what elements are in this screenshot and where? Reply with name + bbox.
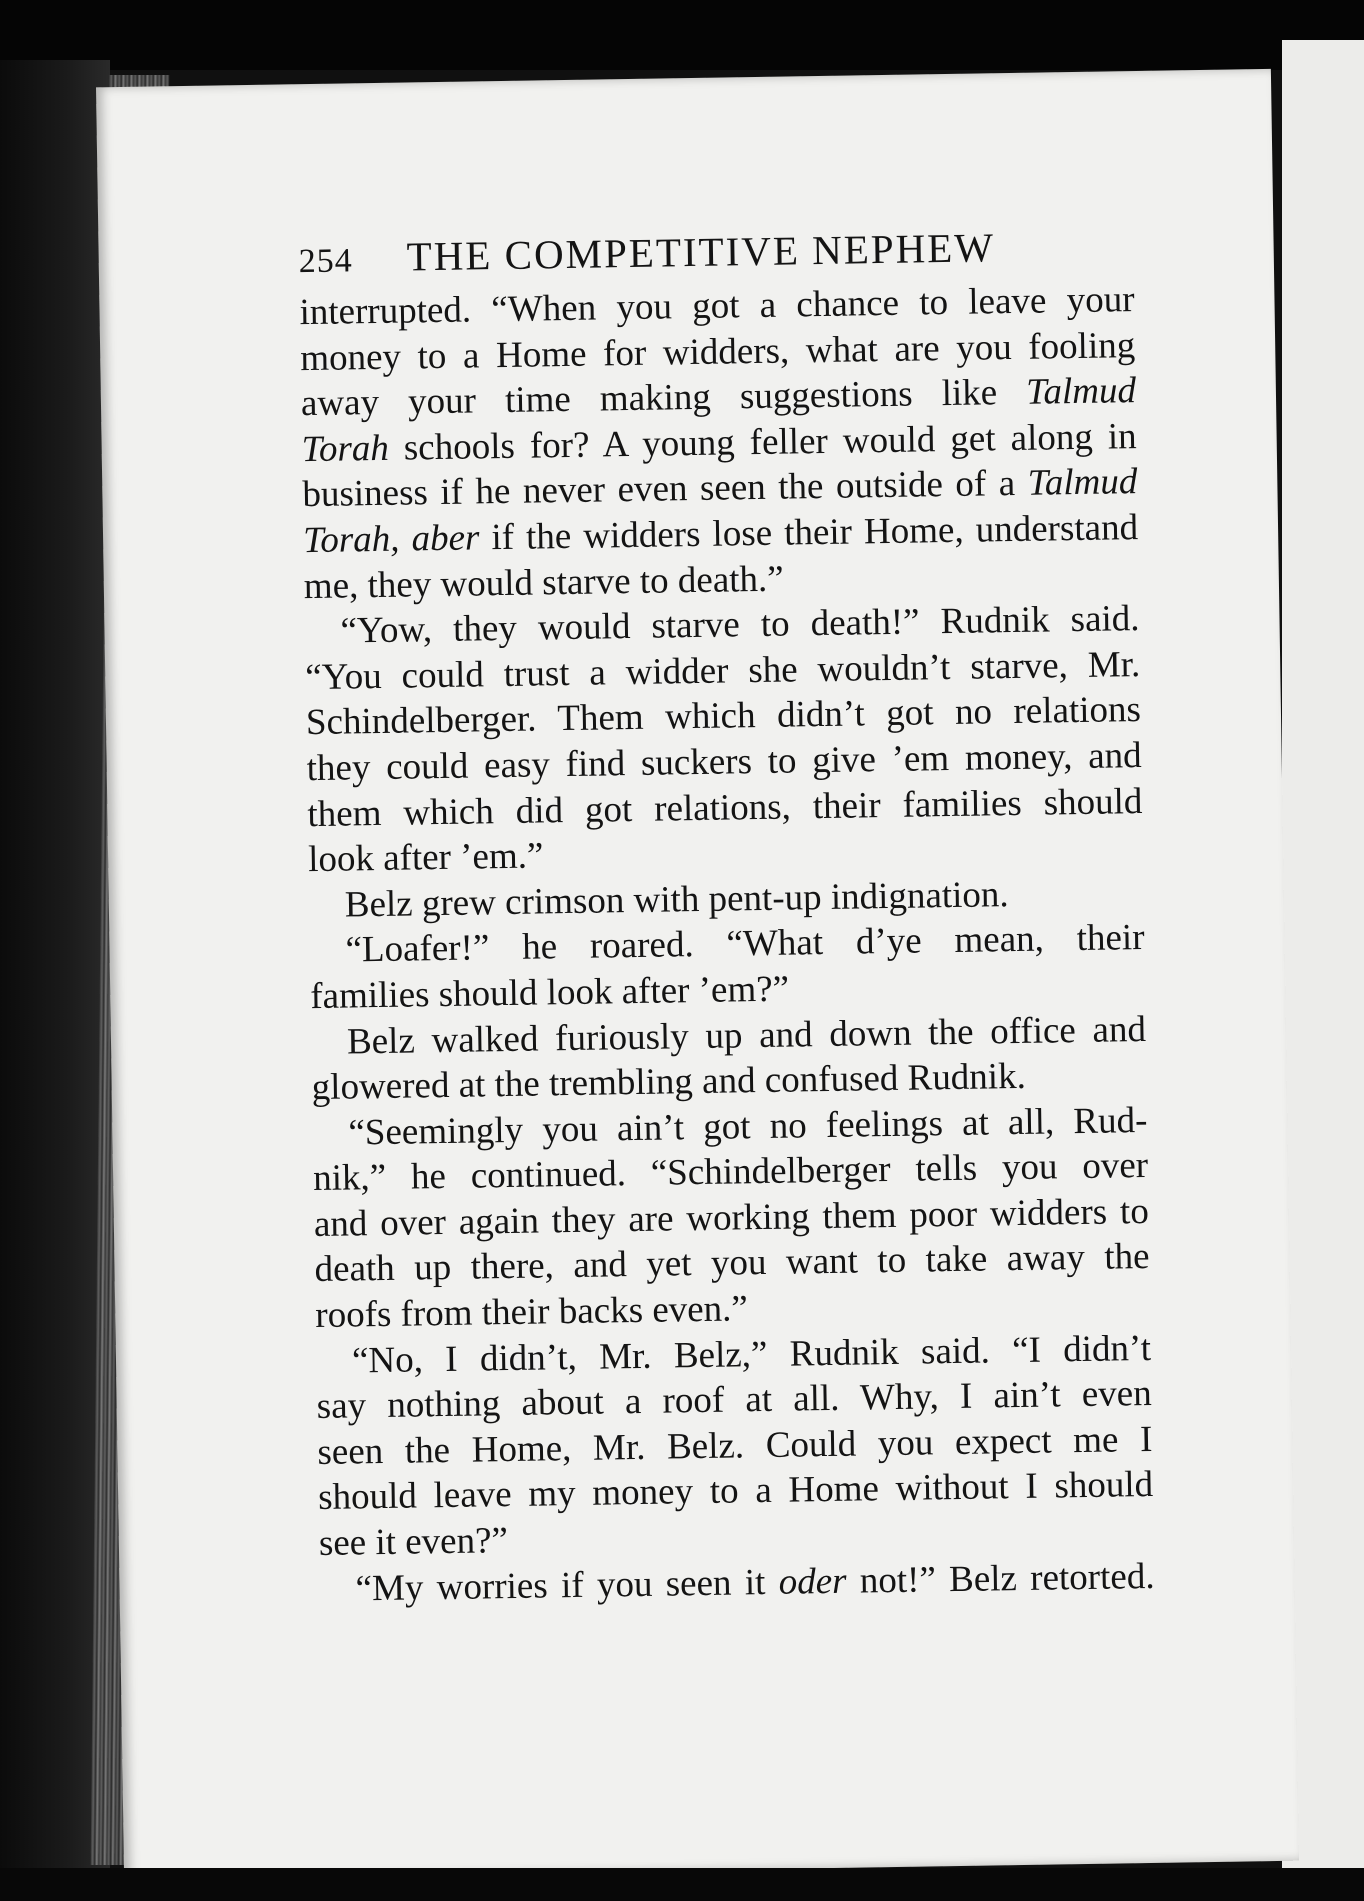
italic-text: Talmud [1027, 461, 1138, 505]
text-segment: them which did got relations, their families should [307, 780, 1143, 835]
text-segment: “My worries if you seen it [355, 1561, 779, 1610]
text-segment: death up there, and yet you want to take away the [314, 1236, 1150, 1291]
text-segment: Belz walked furiously up and down the office and [346, 1008, 1147, 1063]
body-text [299, 277, 1190, 1613]
text-segment: families should look after ’em?” [309, 968, 790, 1017]
italic-text: Talmud [1025, 370, 1137, 413]
text-segment: “Seemingly you ain’t got no feelings at all, Rud- [348, 1099, 1148, 1154]
text-segment: “Yow, they would starve to death!” Rudnik said. [340, 598, 1140, 652]
text-segment: see it even?” [318, 1520, 509, 1565]
text-segment: away your time making suggestions like [300, 371, 1027, 425]
scan-border-top [0, 0, 1364, 70]
text-segment: nik,” he continued. “Schindelberger tells you over [312, 1145, 1149, 1200]
scan-border-bottom [0, 1868, 1364, 1901]
italic-text: Torah [301, 427, 390, 470]
text-segment: interrupted. “When you got a chance to leave your [299, 279, 1135, 334]
running-title: THE COMPETITIVE NEPHEW [406, 224, 996, 280]
text-segment: they could easy find suckers to give ’em money, and [306, 734, 1142, 790]
text-segment: money to a Home for widders, what are you fooling [299, 324, 1136, 379]
text-segment: should leave my money to a Home without I should [317, 1464, 1154, 1519]
text-segment: “Loafer!” he roared. “What d’ye mean, their [345, 917, 1145, 971]
text-segment: not!” Belz retorted. [846, 1555, 1155, 1602]
book-page [96, 69, 1299, 1879]
text-segment: and over again they are working them poor widders to [313, 1190, 1150, 1245]
text-segment: “You could trust a widder she wouldn’t starve, Mr. [304, 643, 1141, 698]
italic-text: oder [778, 1560, 847, 1603]
text-segment: business if he never even seen the outside of a [302, 463, 1028, 516]
text-segment: Schindelberger. Them which didn’t got no relations [305, 689, 1142, 744]
text-segment: if the widders lose their Home, understand [479, 506, 1139, 559]
page-number: 254 [298, 242, 354, 281]
text-segment: me, they would starve to death.” [303, 558, 784, 607]
text-segment: “No, I didn’t, Mr. Belz,” Rudnik said. “I didn’t [351, 1327, 1152, 1382]
text-segment: schools for? A young feller would get along in [388, 415, 1137, 469]
text-segment: glowered at the trembling and confused Rudnik. [311, 1055, 1027, 1109]
page-content [298, 221, 1190, 1613]
text-segment: seen the Home, Mr. Belz. Could you expect me I [317, 1418, 1153, 1473]
text-segment: roofs from their backs even.” [314, 1288, 749, 1337]
text-segment: look after ’em.” [307, 835, 544, 881]
running-header [298, 221, 1169, 287]
italic-text: Torah, aber [302, 517, 480, 562]
text-segment: Belz grew crimson with pent-up indignation. [344, 873, 1009, 926]
text-segment: say nothing about a roof at all. Why, I ain’t even [316, 1373, 1152, 1428]
